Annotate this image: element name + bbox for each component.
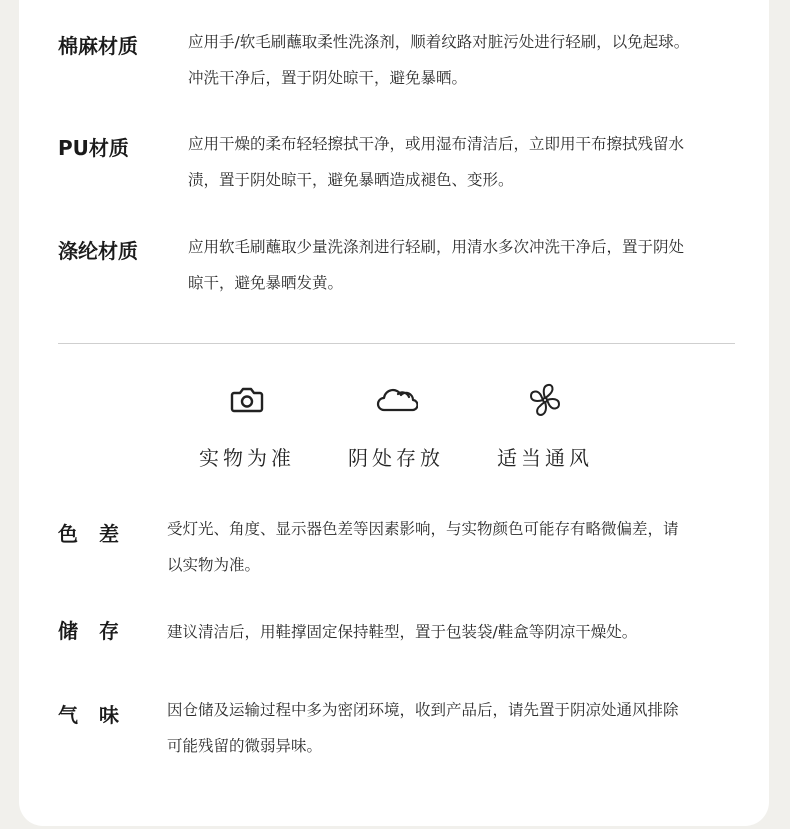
cloud-icon (374, 380, 418, 420)
icon-caption: 实物为准 (199, 446, 295, 470)
care-label: 棉麻材质 (58, 34, 138, 58)
note-desc-line: 以实物为准。 (167, 556, 261, 574)
care-desc-line: 应用干燥的柔布轻轻擦拭干净，或用湿布清洁后，立即用干布擦拭残留水 (188, 135, 685, 153)
note-label-char: 储 (58, 619, 78, 643)
note-desc-line: 建议清洁后，用鞋撑固定保持鞋型，置于包装袋/鞋盒等阴凉干燥处。 (167, 623, 638, 641)
icon-item-shade-storage (326, 380, 466, 471)
care-desc-line: 晾干，避免暴晒发黄。 (188, 274, 344, 292)
icon-item-actual-product (177, 380, 317, 471)
icon-item-ventilation (475, 380, 615, 471)
care-desc-line: 冲洗干净后，置于阴处晾干，避免暴晒。 (188, 69, 468, 87)
note-label-char: 气 (58, 703, 78, 727)
section-divider (58, 343, 735, 344)
note-label (58, 617, 119, 645)
icon-caption: 适当通风 (497, 446, 593, 470)
care-desc-line: 应用软毛刷蘸取少量洗涤剂进行轻刷，用清水多次冲洗干净后，置于阴处 (188, 238, 685, 256)
care-label: 涤纶材质 (58, 239, 138, 263)
care-label: PU材质 (58, 136, 129, 160)
camera-icon (225, 380, 269, 420)
note-label-char: 味 (99, 703, 119, 727)
icon-caption: 阴处存放 (348, 446, 444, 470)
fan-icon (523, 380, 567, 420)
care-desc-line: 应用手/软毛刷蘸取柔性洗涤剂，顺着纹路对脏污处进行轻刷，以免起球。 (188, 33, 690, 51)
note-label (58, 520, 119, 548)
note-label-char: 存 (99, 619, 119, 643)
care-instructions-card (19, 0, 769, 826)
note-desc-line: 受灯光、角度、显示器色差等因素影响，与实物颜色可能存有略微偏差，请 (167, 520, 679, 538)
care-desc-line: 渍，置于阴处晾干，避免暴晒造成褪色、变形。 (188, 171, 514, 189)
note-label (58, 701, 119, 729)
note-desc-line: 因仓储及运输过程中多为密闭环境，收到产品后，请先置于阴凉处通风排除 (167, 701, 679, 719)
note-label-char: 色 (58, 522, 78, 546)
note-label-char: 差 (99, 522, 119, 546)
note-desc-line: 可能残留的微弱异味。 (167, 737, 323, 755)
